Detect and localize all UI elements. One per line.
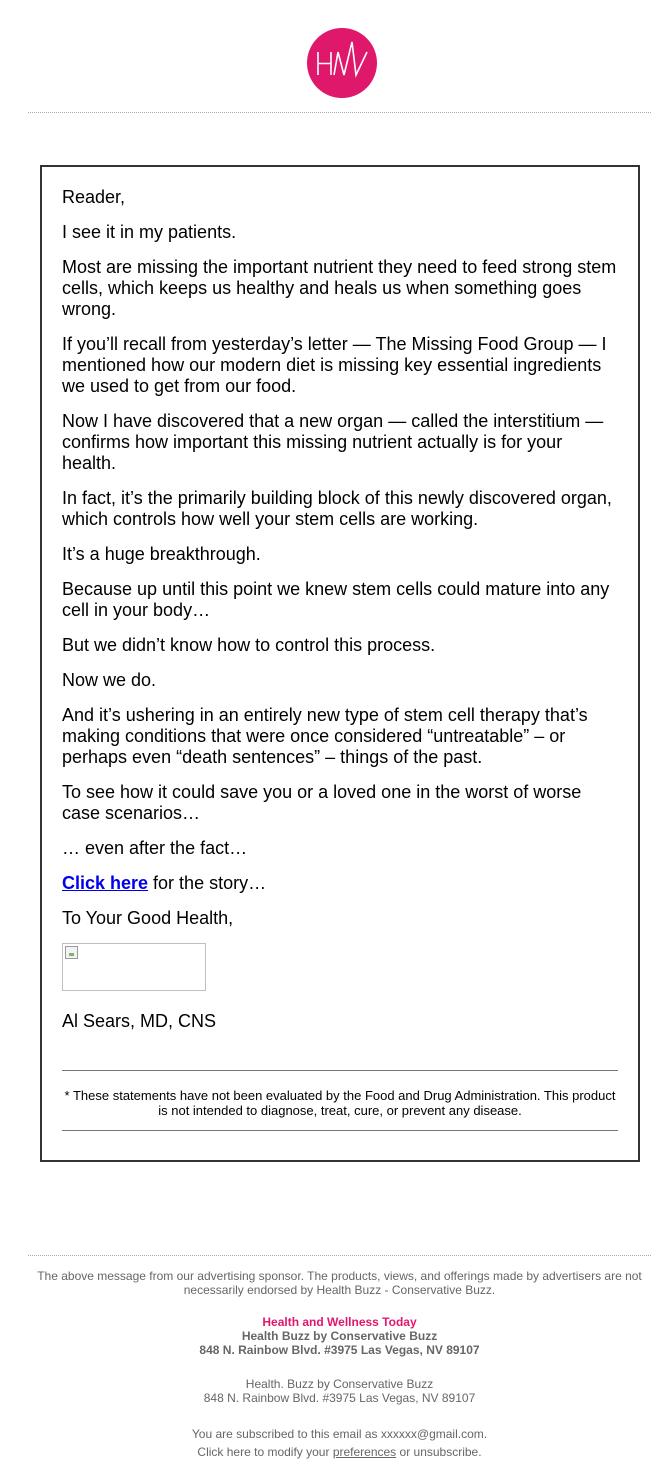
footer-company-block: [28, 1315, 651, 1357]
footer-brand: Health and Wellness Today: [262, 1315, 417, 1329]
footer-subscription-block: [28, 1425, 651, 1461]
closing-line: To Your Good Health,: [62, 908, 234, 928]
letter-paragraph: Reader,: [62, 187, 126, 207]
letter-paragraph: … even after the fact…: [62, 838, 248, 858]
letter-paragraph: If you’ll recall from yesterday’s letter — The Missing Food Group — I mentioned how our modern diet is missing key essential ingredients we used to get from our food.: [62, 334, 607, 396]
letter-paragraph: And it’s ushering in an entirely new type of stem cell therapy that’s making conditions that were once considered “untreatable” – or perhaps even “death sentences” – things of the past.: [62, 705, 588, 767]
footer-address: 848 N. Rainbow Blvd. #3975 Las Vegas, NV 89107: [199, 1343, 480, 1357]
click-here-link[interactable]: Click here: [62, 873, 149, 893]
letter-paragraph: To see how it could save you or a loved one in the worst of worse case scenarios…: [62, 782, 582, 823]
disclaimer-top-rule: [62, 1070, 618, 1071]
fda-disclaimer: * These statements have not been evaluated by the Food and Drug Administration. This product is not intended to diagnose, treat, cure, or prevent any disease.: [64, 1088, 616, 1118]
footer-address-plain: 848 N. Rainbow Blvd. #3975 Las Vegas, NV 89107: [203, 1391, 476, 1405]
modify-prefix-text: Click here to modify your: [197, 1445, 333, 1459]
modify-preferences-line: [28, 1443, 651, 1461]
letter-paragraph: Most are missing the important nutrient they need to feed strong stem cells, which keeps us healthy and heals us when something goes wrong.: [62, 257, 617, 319]
hw-logo-icon: [307, 28, 377, 98]
footer-plain-block: [28, 1377, 651, 1405]
letter-content: [62, 187, 620, 1046]
footer-company-plain: Health. Buzz by Conservative Buzz: [245, 1377, 434, 1391]
letter-paragraph: I see it in my patients.: [62, 222, 237, 242]
letter-paragraph: Because up until this point we knew stem cells could mature into any cell in your body…: [62, 579, 610, 620]
modify-suffix-text: or unsubscribe.: [396, 1445, 482, 1459]
subscribed-email-text: You are subscribed to this email as xxxxxx@gmail.com.: [191, 1427, 488, 1441]
sponsor-note: The above message from our advertising sponsor. The products, views, and offerings made by advertisers are not necessarily endorsed by Health Buzz - Conservative Buzz.: [37, 1269, 642, 1297]
preferences-link[interactable]: preferences: [332, 1445, 397, 1459]
letter-paragraph: But we didn’t know how to control this process.: [62, 635, 436, 655]
footer-divider: [28, 1255, 651, 1256]
broken-image-icon: [65, 946, 78, 959]
letter-box: [40, 165, 640, 1162]
signature-image: [62, 943, 206, 991]
cta-rest-text: for the story…: [148, 873, 267, 893]
letter-paragraph: Now we do.: [62, 670, 157, 690]
letter-paragraph: Now I have discovered that a new organ — called the interstitium — confirms how important this missing nutrient actually is for your health.: [62, 411, 604, 473]
signature-name: Al Sears, MD, CNS: [62, 1011, 217, 1031]
letter-paragraph: It’s a huge breakthrough.: [62, 544, 261, 564]
disclaimer-bottom-rule: [62, 1130, 618, 1131]
header-divider: [28, 112, 651, 113]
footer-company: Health Buzz by Conservative Buzz: [241, 1329, 438, 1343]
letter-paragraph: In fact, it’s the primarily building block of this newly discovered organ, which controls how well your stem cells are working.: [62, 488, 612, 529]
cta-paragraph: [62, 873, 620, 894]
hw-logo: [307, 28, 377, 98]
